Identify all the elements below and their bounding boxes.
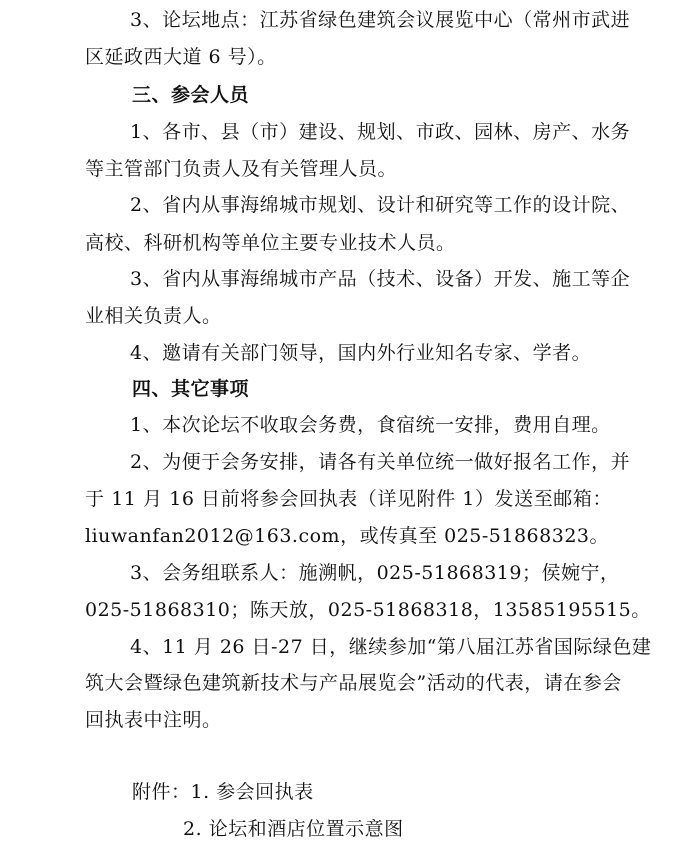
other-item-2-line-2: 于 11 月 16 日前将参会回执表（详见附件 1）发送至邮箱： bbox=[85, 488, 612, 510]
other-item-3-line-2: 025-51868310；陈天放，025-51868318，13585195515。 bbox=[85, 599, 651, 621]
venue-line-2: 区延政西大道 6 号）。 bbox=[85, 46, 277, 68]
other-item-4-line-1: 4、11 月 26 日-27 日，继续参加“第八届江苏省国际绿色建 bbox=[130, 636, 652, 658]
other-item-1-line-1: 1、本次论坛不收取会务费，食宿统一安排，费用自理。 bbox=[130, 414, 611, 436]
attachment-item-2: 2. 论坛和酒店位置示意图 bbox=[183, 818, 404, 840]
attachment-item-1: 附件：1. 参会回执表 bbox=[132, 781, 314, 803]
attendees-item-1-line-2: 等主管部门负责人及有关管理人员。 bbox=[85, 158, 398, 180]
other-item-4-line-2: 筑大会暨绿色建筑新技术与产品展览会”活动的代表，请在参会 bbox=[85, 672, 622, 694]
section-three-heading: 三、参会人员 bbox=[132, 84, 250, 106]
venue-line-1: 3、论坛地点：江苏省绿色建筑会议展览中心（常州市武进 bbox=[130, 9, 631, 31]
attendees-item-3-line-2: 业相关负责人。 bbox=[85, 305, 222, 327]
attendees-item-2-line-2: 高校、科研机构等单位主要专业技术人员。 bbox=[85, 232, 456, 254]
section-four-heading: 四、其它事项 bbox=[132, 378, 250, 400]
attendees-item-1-line-1: 1、各市、县（市）建设、规划、市政、园林、房产、水务 bbox=[130, 121, 631, 143]
attendees-item-2-line-1: 2、省内从事海绵城市规划、设计和研究等工作的设计院、 bbox=[130, 194, 631, 216]
attendees-item-4-line-1: 4、邀请有关部门领导，国内外行业知名专家、学者。 bbox=[130, 342, 592, 364]
attendees-item-3-line-1: 3、省内从事海绵城市产品（技术、设备）开发、施工等企 bbox=[130, 268, 631, 290]
other-item-3-line-1: 3、会务组联系人：施溯帆，025-51868319；侯婉宁， bbox=[130, 562, 620, 584]
other-item-2-line-3: liuwanfan2012@163.com，或传真至 025-51868323。 bbox=[85, 525, 610, 547]
other-item-2-line-1: 2、为便于会务安排，请各有关单位统一做好报名工作，并 bbox=[130, 451, 631, 473]
other-item-4-line-3: 回执表中注明。 bbox=[85, 709, 222, 731]
